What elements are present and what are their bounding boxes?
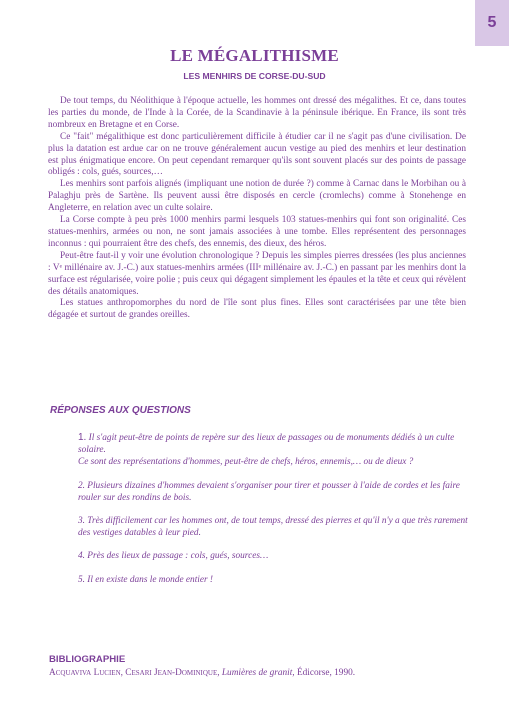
- answer-3: [78, 515, 468, 539]
- answer-text: 5. Il en existe dans le monde entier !: [78, 574, 214, 585]
- paragraph: La Corse compte à peu près 1000 menhirs parmi lesquels 103 statues-menhirs qui font son originalité. Ces statues-menhirs, armées ou non, ne sont jamais associées à une tombe. Elles représentent des personnages inconnus : qui pourraient être des chefs, des ennemis, des dieux, des héros.: [48, 215, 466, 249]
- page-number-tab: [475, 0, 509, 46]
- paragraph: Ce "fait" mégalithique est donc particulièrement difficile à étudier car il ne s'agit pas d'une civilisation. De plus la datation est ardue car on ne trouve généralement aucun vestige au pied des menhirs et leur destination est plus énigmatique encore. On peut cependant remarquer qu'ils sont souvent placés sur des points de passage obligés : cols, gués, sources,…: [48, 131, 466, 178]
- paragraph: Les statues anthropomorphes du nord de l'île sont plus fines. Elles sont caractérisées par une tête bien dégagée et surtout de grandes oreilles.: [48, 298, 466, 321]
- answer-5: [78, 574, 468, 586]
- answer-number: 1.: [78, 432, 87, 443]
- bibliography-authors: Acquaviva Lucien, Cesari Jean-Dominique,: [49, 668, 220, 678]
- answer-text: 3. Très difficilement car les hommes ont, de tout temps, dressé des pierres et qu'il n'y a que très rarement des vestiges datables à leur pied.: [78, 516, 468, 539]
- answer-text: 4. Près des lieux de passage : cols, gués, sources…: [78, 551, 269, 562]
- answer-2: [78, 480, 468, 504]
- page-title: LE MÉGALITHISME: [170, 46, 339, 65]
- answer-1: [78, 432, 468, 469]
- paragraph: De tout temps, du Néolithique à l'époque actuelle, les hommes ont dressé des mégalithes. Et ce, dans toutes les parties du monde, de l'Inde à la Corée, de la Scandinavie à la péninsule ibérique. En France, ils sont très nombreux en Bretagne et en Corse.: [48, 96, 466, 130]
- page-number: 5: [487, 14, 497, 31]
- bibliography-heading: BIBLIOGRAPHIE: [49, 654, 126, 665]
- paragraph: Peut-être faut-il y voir une évolution chronologique ? Depuis les simples pierres dressées (les plus anciennes : Vᵉ millénaire av. J.-C.) aux statues-menhirs armées (IIIᵉ millénaire av. J.-C.) en passant par les menhirs dont la surface est régularisée, voire polie ; puis ceux qui dégagent simplement les épaules et la tête et ceux qui révèlent des détails anatomiques.: [48, 250, 466, 297]
- bibliography-publisher: Édicorse, 1990.: [296, 668, 356, 678]
- answer-text: Ce sont des représentations d'hommes, peut-être de chefs, héros, ennemis,… ou de dieux ?: [78, 457, 414, 468]
- answer-4: [78, 550, 468, 562]
- answers-heading: RÉPONSES AUX QUESTIONS: [50, 405, 191, 416]
- paragraph: Les menhirs sont parfois alignés (impliquant une notion de durée ?) comme à Carnac dans le Morbihan ou à Palaghju près de Sartène. Ils peuvent aussi être disposés en cercle (cromlechs) comme à Stonehenge en Angleterre, en relation avec un culte solaire.: [48, 179, 466, 214]
- answer-text: 2. Plusieurs dizaines d'hommes devaient s'organiser pour tirer et pousser à l'aide de cordes et les faire rouler sur des rondins de bois.: [78, 480, 460, 503]
- bibliography-title: Lumières de granit,: [221, 668, 295, 678]
- answer-text: Il s'agit peut-être de points de repère sur des lieux de passages ou de monuments dédiés à un culte solaire.: [78, 433, 455, 456]
- bibliography-entry: [49, 667, 469, 679]
- page-subtitle: LES MENHIRS DE CORSE-DU-SUD: [183, 71, 326, 81]
- body-text: [48, 96, 466, 322]
- answers-list: [78, 432, 468, 586]
